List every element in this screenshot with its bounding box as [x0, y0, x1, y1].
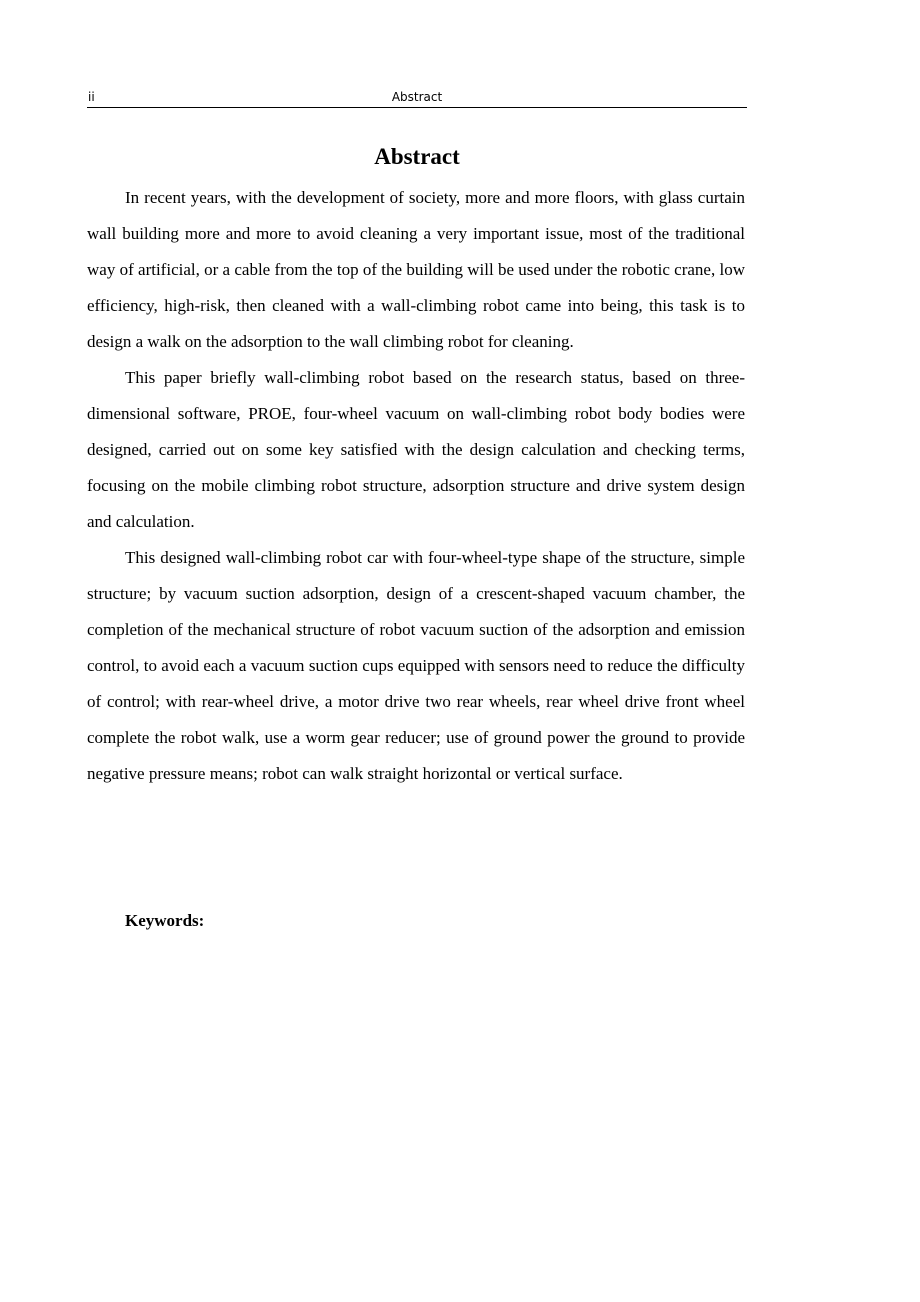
running-header — [87, 87, 747, 108]
abstract-paragraph-2: This paper briefly wall-climbing robot based on the research status, based on three-dimensional software, PROE, four-wheel vacuum on wall-climbing robot body bodies were designed, carried out on some key satisfied with the design calculation and checking terms, focusing on the mobile climbing robot structure, adsorption structure and drive system design and calculation. — [87, 368, 745, 531]
abstract-paragraph-1: In recent years, with the development of society, more and more floors, with glass curtain wall building more and more to avoid cleaning a very important issue, most of the traditional way of artificial, or a cable from the top of the building will be used under the robotic crane, low efficiency, high-risk, then cleaned with a wall-climbing robot came into being, this task is to design a walk on the adsorption to the wall climbing robot for cleaning. — [87, 188, 745, 351]
abstract-paragraph-3: This designed wall-climbing robot car with four-wheel-type shape of the structure, simple structure; by vacuum suction adsorption, design of a crescent-shaped vacuum chamber, the completion of the mechanical structure of robot vacuum suction of the adsorption and emission control, to avoid each a vacuum suction cups equipped with sensors need to reduce the difficulty of control; with rear-wheel drive, a motor drive two rear wheels, rear wheel drive front wheel complete the robot walk, use a worm gear reducer; use of ground power the ground to provide negative pressure means; robot can walk straight horizontal or vertical surface. — [87, 548, 745, 783]
running-header-title: Abstract — [391, 90, 443, 104]
keywords-label: Keywords: — [125, 911, 205, 930]
page-number: ii — [88, 90, 95, 104]
abstract-body — [87, 180, 745, 792]
abstract-title: Abstract — [374, 144, 460, 169]
